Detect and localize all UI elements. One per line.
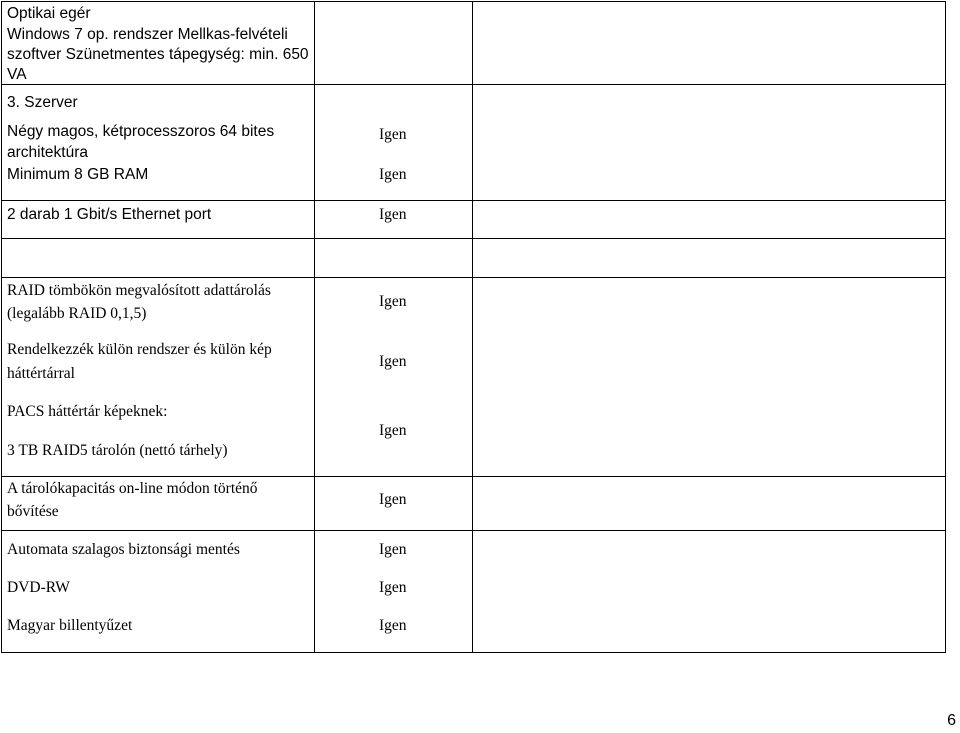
table-border-bottom <box>1 652 946 653</box>
cell-line: 3 TB RAID5 tárolón (nettó tárhely) <box>7 442 228 459</box>
answer-cell: Igen <box>379 579 407 596</box>
row-separator <box>1 200 946 201</box>
cell-line: 2 darab 1 Gbit/s Ethernet port <box>7 206 212 223</box>
cell-line: Minimum 8 GB RAM <box>7 166 149 183</box>
cell-line: Windows 7 op. rendszer Mellkas-felvételi <box>7 26 288 43</box>
answer-cell: Igen <box>379 206 407 223</box>
cell-line: Négy magos, kétprocesszoros 64 bites <box>7 123 275 140</box>
answer-cell: Igen <box>379 491 407 508</box>
cell-line: Magyar billentyűzet <box>7 617 133 634</box>
table-border-top <box>1 1 946 2</box>
cell-line: VA <box>7 66 27 83</box>
answer-cell: Igen <box>379 541 407 558</box>
cell-line: PACS háttértár képeknek: <box>7 403 168 420</box>
answer-cell: Igen <box>379 293 407 310</box>
column-divider-2 <box>472 1 473 653</box>
table-border-left <box>1 1 2 653</box>
column-divider-1 <box>314 1 315 653</box>
answer-cell: Igen <box>379 617 407 634</box>
cell-line: A tárolókapacitás on-line módon történő <box>7 480 258 497</box>
row-separator <box>1 238 946 239</box>
cell-line: Optikai egér <box>7 5 91 22</box>
cell-line: (legalább RAID 0,1,5) <box>7 305 147 322</box>
cell-line: Rendelkezzék külön rendszer és külön kép <box>7 341 272 358</box>
cell-line: RAID tömbökön megvalósított adattárolás <box>7 282 271 299</box>
answer-cell: Igen <box>379 353 407 370</box>
cell-line: háttértárral <box>7 365 75 382</box>
cell-line: DVD-RW <box>7 579 70 596</box>
cell-line: bővítése <box>7 503 59 520</box>
row-separator <box>1 530 946 531</box>
page-number: 6 <box>947 712 956 729</box>
cell-line: architektúra <box>7 144 88 161</box>
cell-line: szoftver Szünetmentes tápegység: min. 650 <box>7 46 309 63</box>
row-separator <box>1 277 946 278</box>
cell-line: Automata szalagos biztonsági mentés <box>7 541 240 558</box>
row-separator <box>1 476 946 477</box>
answer-cell: Igen <box>379 422 407 439</box>
row-separator <box>1 84 946 85</box>
answer-cell: Igen <box>379 166 407 183</box>
section-heading: 3. Szerver <box>7 94 78 111</box>
answer-cell: Igen <box>379 126 407 143</box>
table-border-right <box>945 1 946 653</box>
